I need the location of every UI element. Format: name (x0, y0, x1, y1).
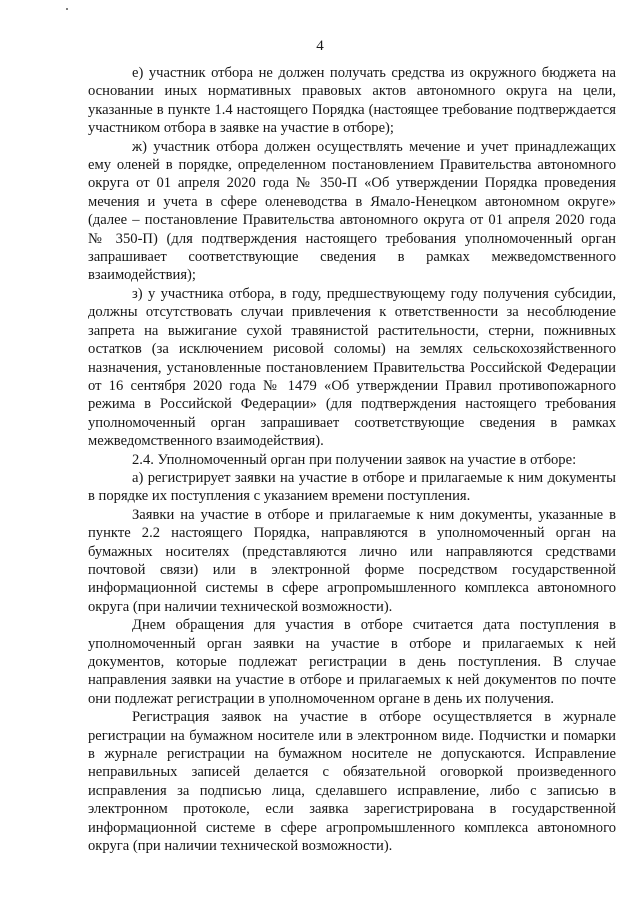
scan-speck (66, 8, 68, 10)
paragraph-item-zh: ж) участник отбора должен осуществлять мечение и учет принадлежащих ему оленей в порядке, определенном постановлением Правительства автономного округа от 01 апреля 2020 года № 350-П «Об утверждении Порядка проведения мечения и учета в сфере оленеводства в Ямало-Ненецком автономном округе» (далее – постановление Правительства автономного округа от 01 апреля 2020 года № 350-П) (для подтверждения настоящего требования уполномоченный орган запрашивает соответствующие сведения в рамках межведомственного взаимодействия); (88, 138, 616, 284)
paragraph-item-e: е) участник отбора не должен получать средства из окружного бюджета на основании иных нормативных правовых актов автономного округа на цели, указанные в пункте 1.4 настоящего Порядка (настоящее требование подтверждается участником отбора в заявке на участие в отборе); (88, 65, 616, 137)
paragraph-registration-journal: Регистрация заявок на участие в отборе осуществляется в журнале регистрации на бумажном носителе или в электронном виде. Подчистки и помарки в журнале регистрации на бумажном носителе не допускаются. Исправление неправильных записей делается с обязательной оговоркой произведенного исправления за подписью лица, сделавшего исправление, либо с записью в электронном протоколе, если заявка зарегистрирована в государственной информационной системе в сфере агропромышленного комплекса автономного округа (при наличии технической возможности). (88, 709, 616, 855)
paragraph-application-date: Днем обращения для участия в отборе считается дата поступления в уполномоченный орган заявки на участие в отборе и прилагаемых к ней документов, которые подлежат регистрации в день поступления. В случае направления заявки на участие в отборе и прилагаемых к ней документов по почте они подлежат регистрации в уполномоченном органе в день их получения. (88, 617, 616, 707)
paragraph-submission-methods: Заявки на участие в отборе и прилагаемые к ним документы, указанные в пункте 2.2 настоящего Порядка, направляются в уполномоченный орган на бумажных носителях (представляются лично или направляются средствами почтовой связи) или в электронной форме посредством государственной информационной системы в сфере агропромышленного комплекса автономного округа (при наличии технической возможности). (88, 506, 616, 615)
document-body (88, 64, 616, 855)
paragraph-item-a: а) регистрирует заявки на участие в отборе и прилагаемые к ним документы в порядке их поступления с указанием времени поступления. (88, 469, 616, 505)
paragraph-section-2-4: 2.4. Уполномоченный орган при получении заявок на участие в отборе: (132, 451, 577, 468)
page-number: 4 (316, 38, 324, 54)
paragraph-item-z: з) у участника отбора, в году, предшествующему году получения субсидии, должны отсутствовать случаи привлечения к ответственности за несоблюдение запрета на выжигание сухой травянистой растительности, стерни, пожнивных остатков (за исключением рисовой соломы) на землях сельскохозяйственного назначения, установленные постановлением Правительства Российской Федерации от 16 сентября 2020 года № 1479 «Об утверждении Правил противопожарного режима в Российской Федерации» (для подтверждения настоящего требования уполномоченный орган запрашивает соответствующие сведения в рамках межведомственного взаимодействия). (88, 285, 616, 450)
